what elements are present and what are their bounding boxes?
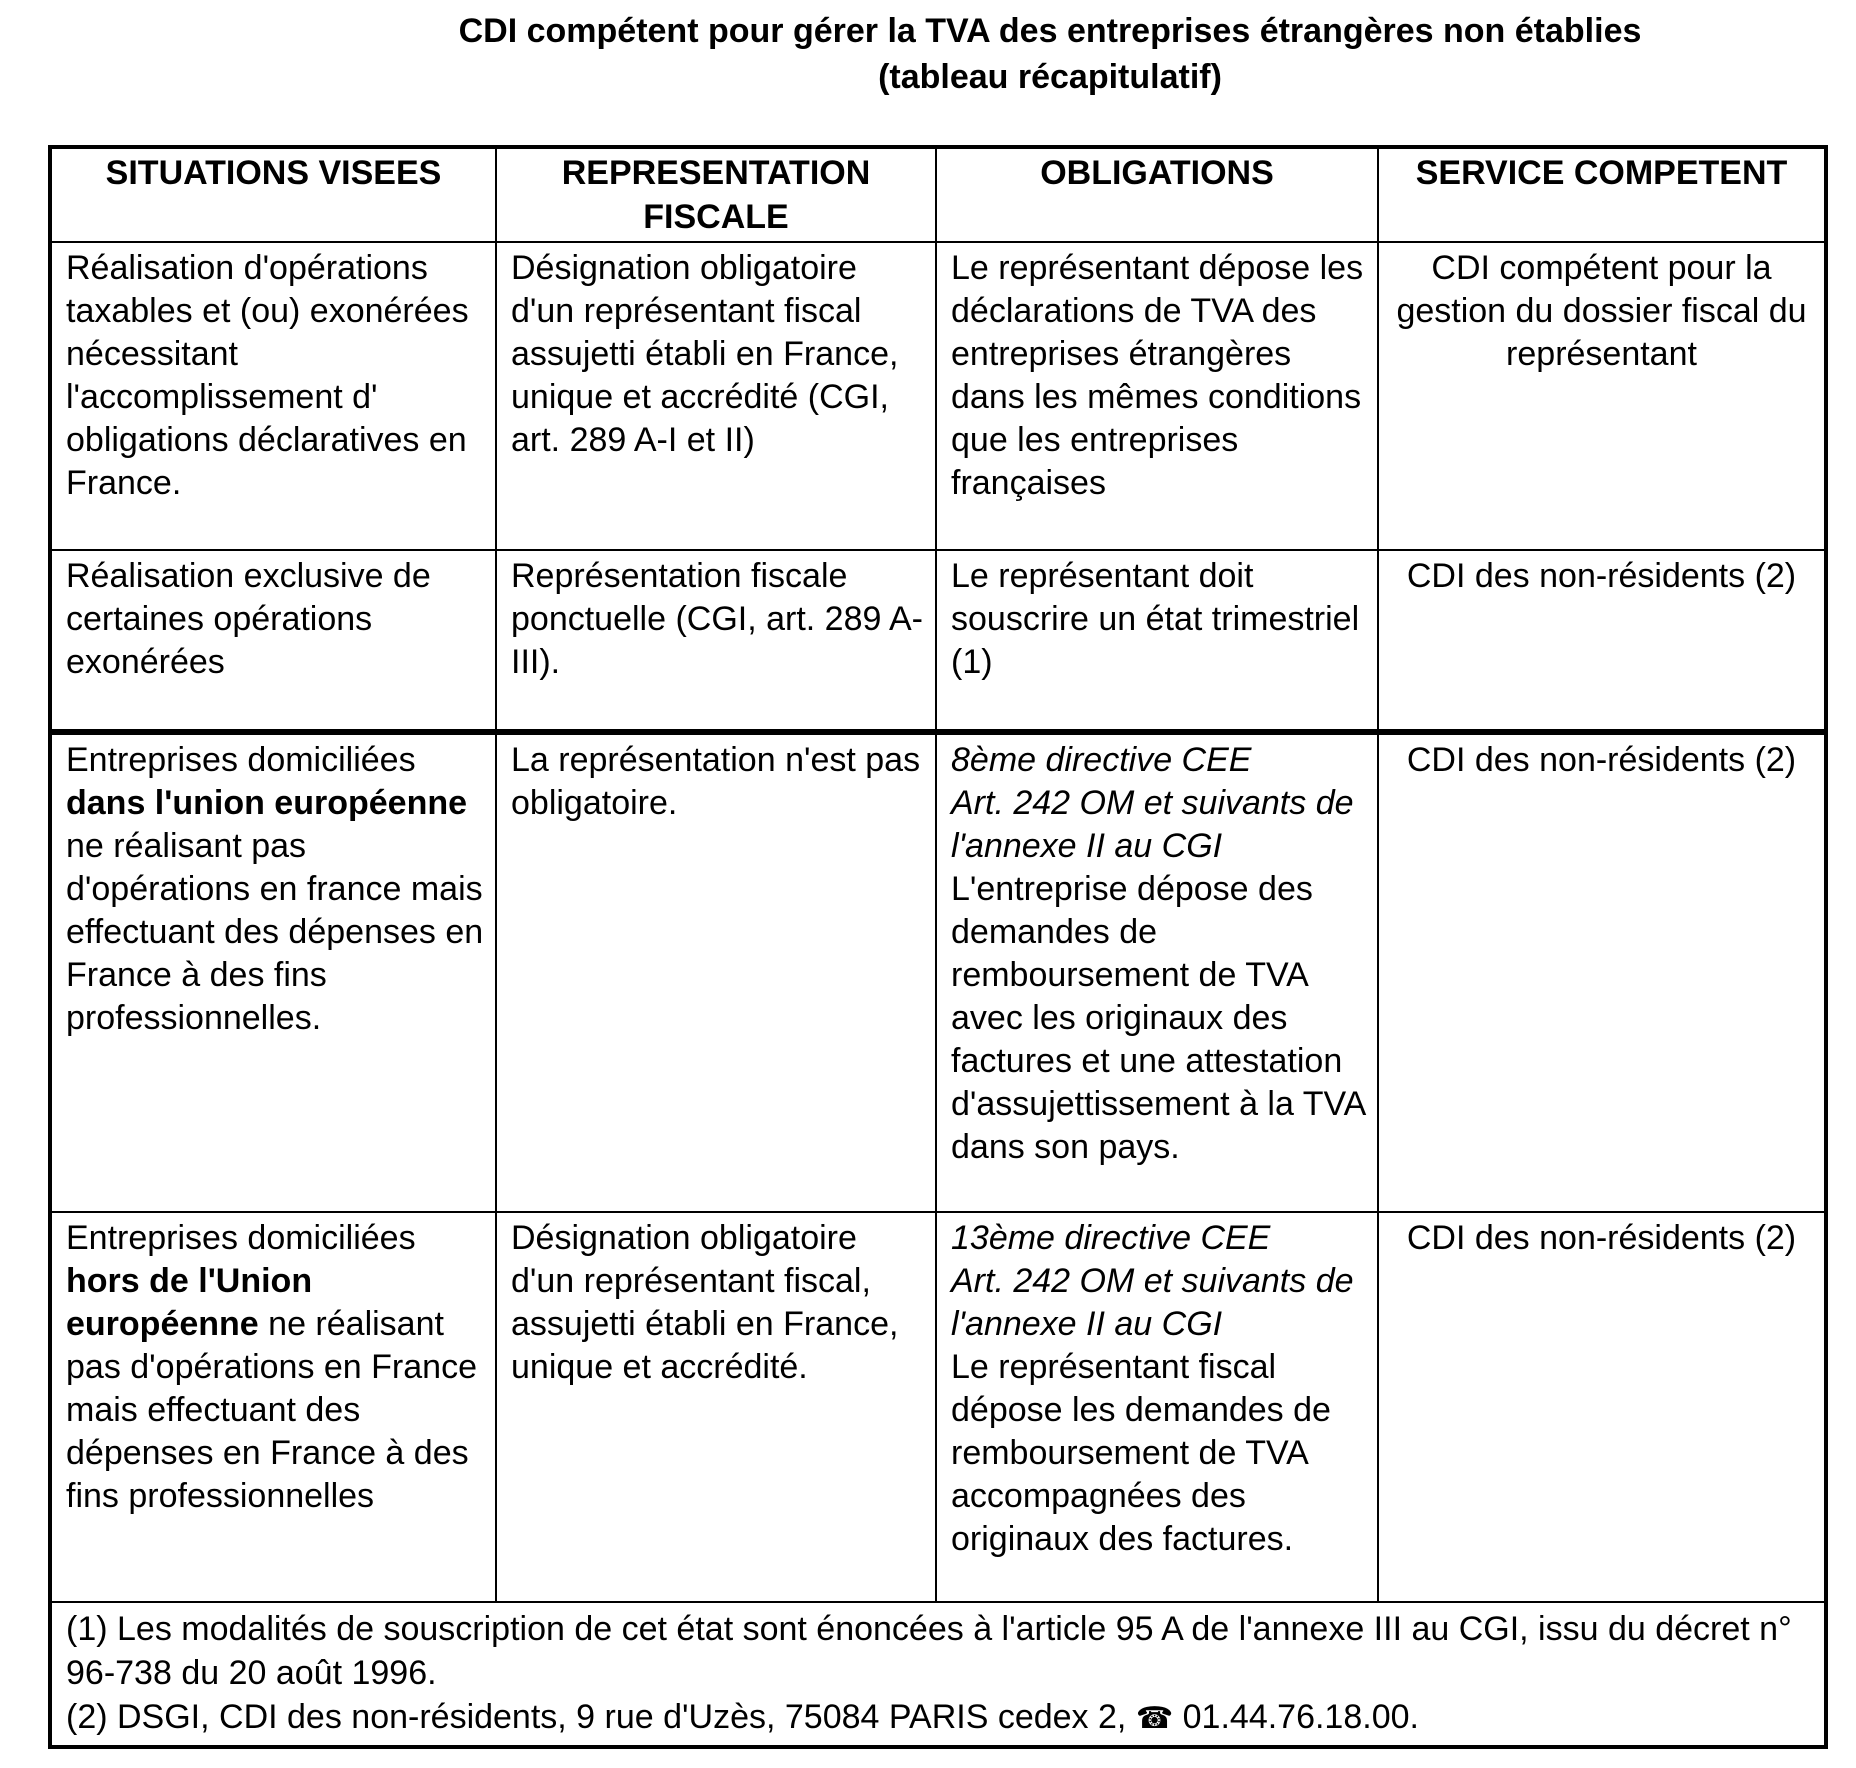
article-reference: Art. 242 OM et suivants de l'annexe II au CGI xyxy=(951,1262,1354,1343)
directive-reference: 13ème directive CEE xyxy=(951,1219,1271,1257)
notes-row xyxy=(50,1602,1826,1747)
cell-situation: Réalisation d'opérations taxables et (ou) exonérées nécessitant l'accomplissement d' obligations déclaratives en France. xyxy=(50,242,496,550)
title-line-1: CDI compétent pour gérer la TVA des entreprises étrangères non établies xyxy=(458,12,1642,50)
cell-obligations: Le représentant doit souscrire un état trimestriel (1) xyxy=(936,550,1378,732)
cell-situation xyxy=(50,1212,496,1602)
table-row xyxy=(50,1212,1826,1602)
footnote-1: (1) Les modalités de souscription de cet état sont énoncées à l'article 95 A de l'annexe III au CGI, issu du décret n° 96-738 du 20 août 1996. xyxy=(66,1610,1792,1692)
cell-service: CDI compétent pour la gestion du dossier fiscal du représentant xyxy=(1378,242,1826,550)
header-representation: REPRESENTATION FISCALE xyxy=(496,147,936,242)
header-situations: SITUATIONS VISEES xyxy=(50,147,496,242)
directive-reference: 8ème directive CEE xyxy=(951,741,1252,779)
phone-number: 01.44.76.18.00. xyxy=(1182,1698,1419,1736)
header-obligations: OBLIGATIONS xyxy=(936,147,1378,242)
cell-situation: Réalisation exclusive de certaines opérations exonérées xyxy=(50,550,496,732)
cell-service: CDI des non-résidents (2) xyxy=(1378,732,1826,1212)
summary-table xyxy=(48,145,1828,1749)
cell-service: CDI des non-résidents (2) xyxy=(1378,550,1826,732)
telephone-icon: ☎ xyxy=(1135,1702,1174,1735)
footnotes xyxy=(50,1602,1826,1747)
table-row xyxy=(50,550,1826,732)
cell-representation: Désignation obligatoire d'un représentant fiscal, assujetti établi en France, unique et accrédité. xyxy=(496,1212,936,1602)
cell-obligations xyxy=(936,732,1378,1212)
table-row xyxy=(50,732,1826,1212)
cell-situation xyxy=(50,732,496,1212)
situation-emphasis: hors de l'Union européenne xyxy=(66,1262,313,1343)
footnote-2-text: (2) DSGI, CDI des non-résidents, 9 rue d'Uzès, 75084 PARIS cedex 2, xyxy=(66,1698,1127,1736)
cell-obligations: Le représentant dépose les déclarations de TVA des entreprises étrangères dans les mêmes conditions que les entreprises françaises xyxy=(936,242,1378,550)
obligations-text: L'entreprise dépose des demandes de remboursement de TVA avec les originaux des factures et une attestation d'assujettissement à la TVA dans son pays. xyxy=(951,870,1365,1166)
header-row xyxy=(50,147,1826,242)
table-row xyxy=(50,242,1826,550)
cell-obligations xyxy=(936,1212,1378,1602)
document-title xyxy=(300,8,1800,100)
obligations-text: Le représentant fiscal dépose les demandes de remboursement de TVA accompagnées des originaux des factures. xyxy=(951,1348,1331,1558)
situation-text: ne réalisant pas d'opérations en france mais effectuant des dépenses en France à des fins professionnelles. xyxy=(66,827,484,1037)
situation-text: ne réalisant pas d'opérations en France mais effectuant des dépenses en France à des fins professionnelles xyxy=(66,1305,477,1515)
cell-service: CDI des non-résidents (2) xyxy=(1378,1212,1826,1602)
situation-text: Entreprises domiciliées xyxy=(66,1219,416,1257)
cell-representation: La représentation n'est pas obligatoire. xyxy=(496,732,936,1212)
cell-representation: Désignation obligatoire d'un représentant fiscal assujetti établi en France, unique et accrédité (CGI, art. 289 A-I et II) xyxy=(496,242,936,550)
article-reference: Art. 242 OM et suivants de l'annexe II au CGI xyxy=(951,784,1354,865)
footnote-2 xyxy=(66,1695,1816,1741)
situation-emphasis: dans l'union européenne xyxy=(66,784,468,822)
situation-text: Entreprises domiciliées xyxy=(66,741,416,779)
cell-representation: Représentation fiscale ponctuelle (CGI, art. 289 A-III). xyxy=(496,550,936,732)
title-line-2: (tableau récapitulatif) xyxy=(878,58,1222,96)
header-service: SERVICE COMPETENT xyxy=(1378,147,1826,242)
